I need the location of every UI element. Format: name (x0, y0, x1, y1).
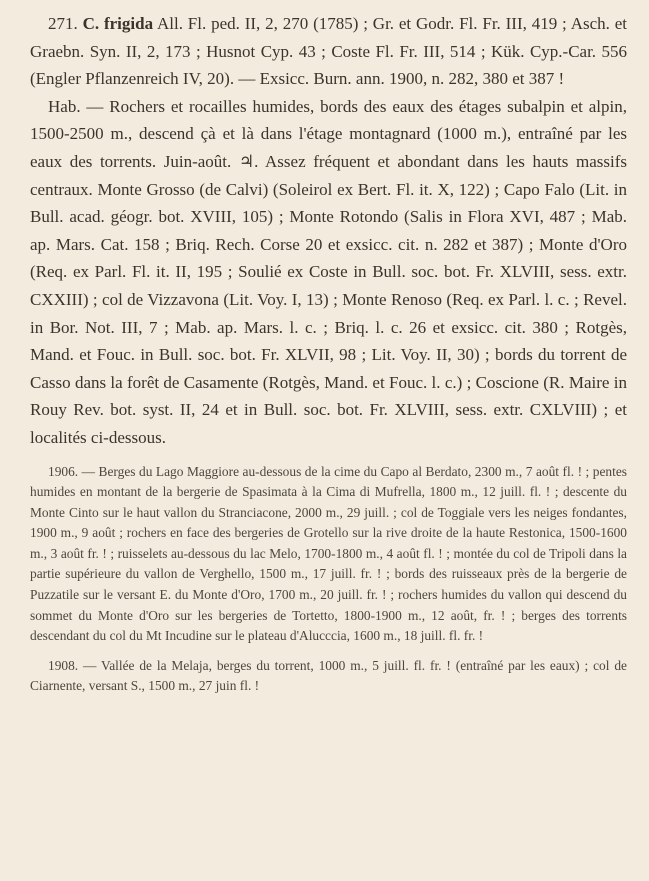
observations-1906: 1906. — Berges du Lago Maggiore au-dessous de la cime du Capo al Berdato, 2300 m., 7 août fl. ! ; pentes humides en montant de la bergerie de Spasimata à la Cima di Mufrella, 1800 m., 12 juill. fl. ! ; descente du Monte Cinto sur le haut vallon du Stranciacone, 2000 m., 29 juill. ; col de Toggiale vers les neiges fondantes, 1900 m., 9 août ; rochers en face des bergeries de Grotello sur la rive droite de la haute Restonica, 1500-1600 m., 3 août fr. ! ; ruisselets au-dessous du lac Melo, 1700-1800 m., 4 août fl. ! ; montée du col de Tripoli dans la partie supérieure du vallon de Verghello, 1500 m., 17 juill. fr. ! ; bords des ruisseaux près de la bergerie de Puzzatile sur le versant E. du Monte d'Oro, 1700 m., 20 juill. fr. ! ; rochers humides du vallon qui descend du sommet du Monte d'Oro sur les bergeries de Tortetto, 1800-1900 m., 12 août, fr. ! ; berges des torrents descendant du col du Mt Incudine sur le plateau d'Alucccia, 1600 m., 18 juill. fl. fr. ! (30, 463, 627, 644)
habitat-paragraph: Hab. — Rochers et rocailles humides, bords des eaux des étages subalpin et alpin, 1500-2500 m., descend çà et là dans l'étage montagnard (1000 m.), entraîné par les eaux des torrents. Juin-août. ♃. Assez fréquent et abondant dans les hauts massifs centraux. Monte Grosso (de Calvi) (Soleirol ex Bert. Fl. it. X, 122) ; Capo Falo (Lit. in Bull. acad. géogr. bot. XVIII, 105) ; Monte Rotondo (Salis in Flora XVI, 487 ; Mab. ap. Mars. Cat. 158 ; Briq. Rech. Corse 20 et exsicc. cit. n. 282 et 387) ; Monte d'Oro (Req. ex Parl. Fl. it. II, 195 ; Soulié ex Coste in Bull. soc. bot. Fr. XLVIII, sess. extr. CXXIII) ; col de Vizzavona (Lit. Voy. I, 13) ; Monte Renoso (Req. ex Parl. l. c. ; Revel. in Bor. Not. III, 7 ; Mab. ap. Mars. l. c. ; Briq. l. c. 26 et exsicc. cit. 380 ; Rotgès, Mand. et Fouc. in Bull. soc. bot. Fr. XLVII, 98 ; Lit. Voy. II, 30) ; bords du torrent de Casso dans la forêt de Casamente (Rotgès, Mand. et Fouc. l. c.) ; Coscione (R. Maire in Rouy Rev. bot. syst. II, 24 et in Bull. soc. bot. Fr. XLVIII, sess. extr. CXLVIII) ; et localités ci-dessous. (30, 96, 627, 447)
species-number: 271. (48, 14, 78, 33)
observations-1908: 1908. — Vallée de la Melaja, berges du torrent, 1000 m., 5 juill. fl. fr. ! (entraîné par les eaux) ; col de Ciarnente, versant S., 1500 m., 27 juin fl. ! (30, 657, 627, 694)
species-entry (30, 10, 627, 93)
species-citations: All. Fl. ped. II, 2, 270 (1785) ; Gr. et Godr. Fl. Fr. III, 419 ; Asch. et Graebn. Syn. II, 2, 173 ; Husnot Cyp. 43 ; Coste Fl. Fr. III, 514 ; Kük. Cyp.-Car. 556 (Engler Pflanzenreich IV, 20). — Exsicc. Burn. ann. 1900, n. 282, 380 et 387 ! (30, 14, 627, 89)
species-name: C. frigida (82, 14, 154, 33)
